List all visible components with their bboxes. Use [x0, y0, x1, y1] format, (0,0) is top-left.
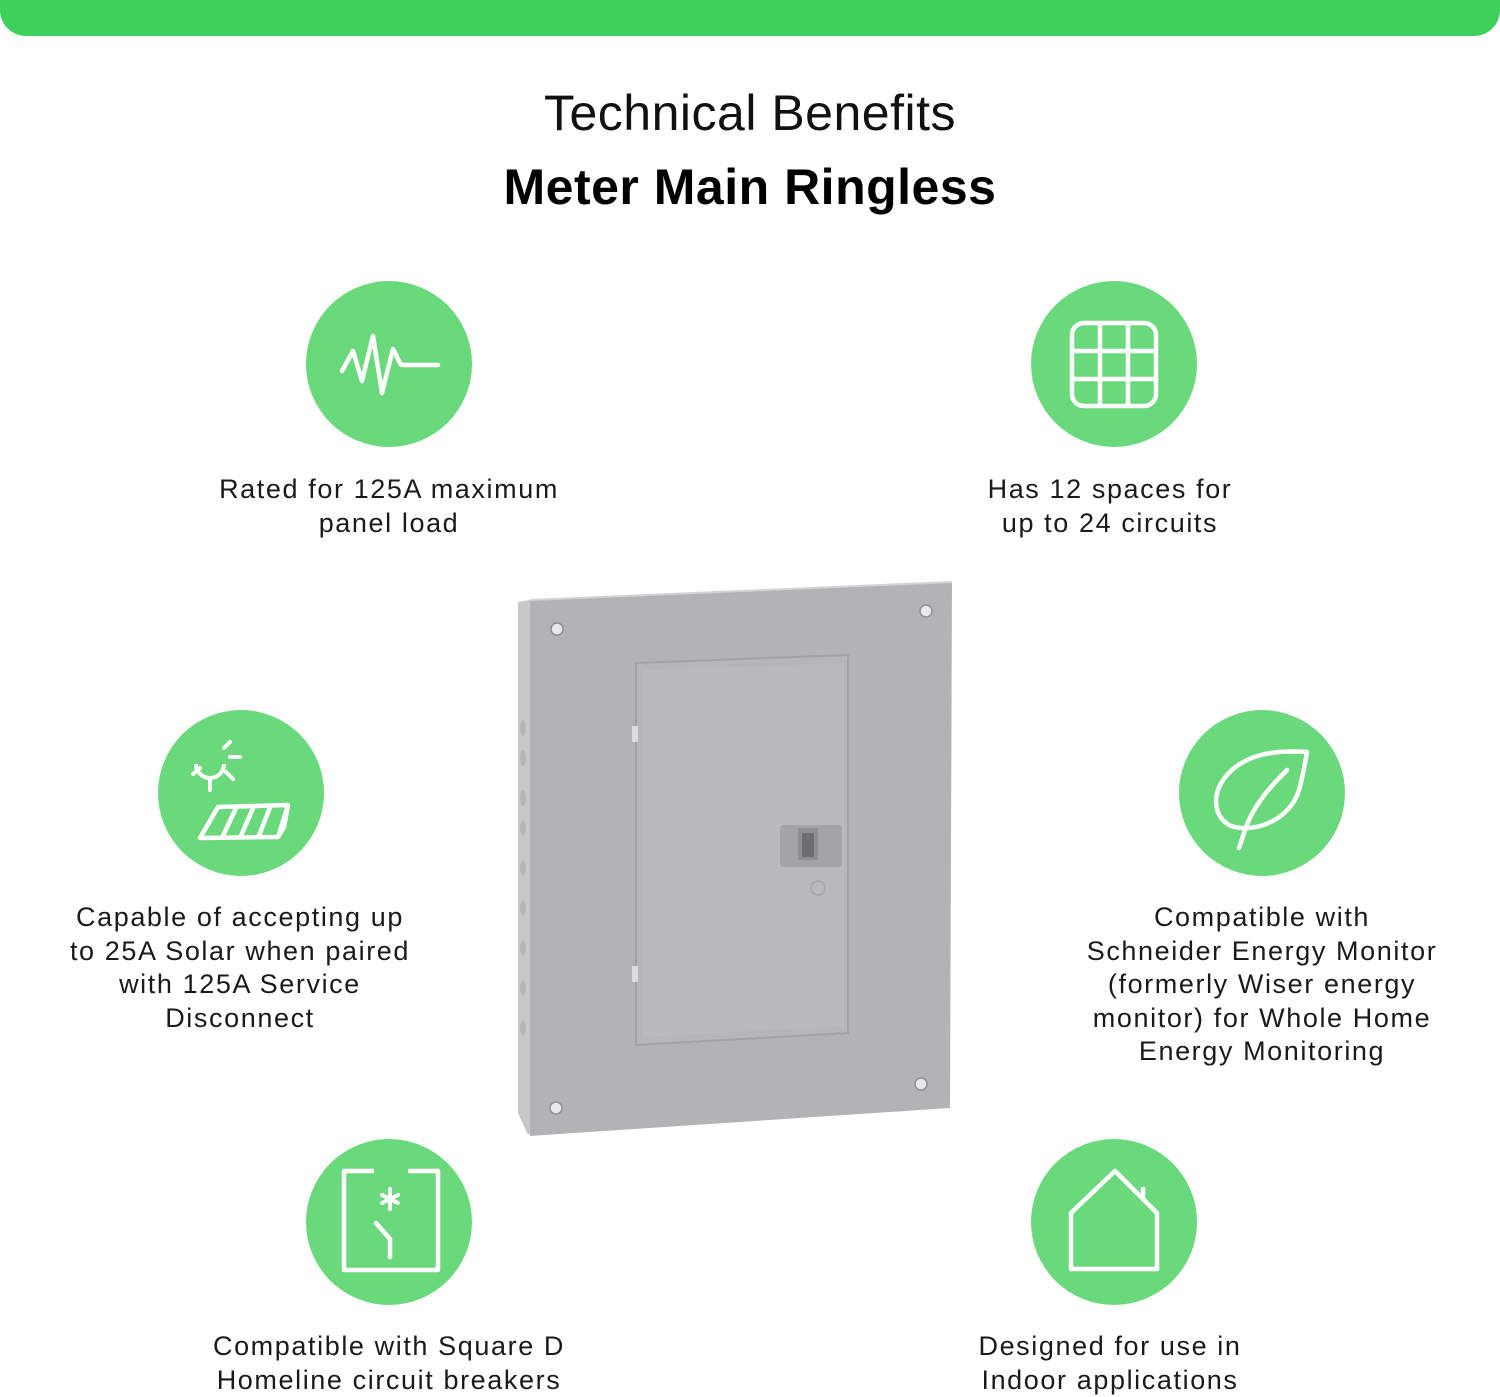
grid-icon — [1031, 281, 1197, 447]
page-title: Technical Benefits — [543, 85, 956, 141]
load-center-panel-image — [510, 578, 960, 1142]
leaf-icon — [1179, 710, 1345, 876]
top-accent-bar — [0, 0, 1500, 36]
house-icon — [1031, 1139, 1197, 1305]
circuit-breaker-icon — [306, 1139, 472, 1305]
waveform-icon — [306, 281, 472, 447]
feature-caption-spaces: Has 12 spaces for up to 24 circuits — [987, 474, 1233, 538]
feature-caption-monitor: Compatible with Schneider Energy Monitor (formerly Wiser energy monitor) for Whole Home Energy Monitoring — [1086, 902, 1438, 1066]
feature-caption-indoor: Designed for use in Indoor applications — [978, 1331, 1242, 1395]
feature-caption-rating: Rated for 125A maximum panel load — [219, 474, 559, 538]
product-name: Meter Main Ringless — [503, 159, 997, 215]
feature-caption-solar: Capable of accepting up to 25A Solar when paired with 125A Service Disconnect — [69, 902, 411, 1033]
solar-panel-icon — [158, 710, 324, 876]
feature-caption-breakers: Compatible with Square D Homeline circuit breakers — [212, 1331, 566, 1395]
